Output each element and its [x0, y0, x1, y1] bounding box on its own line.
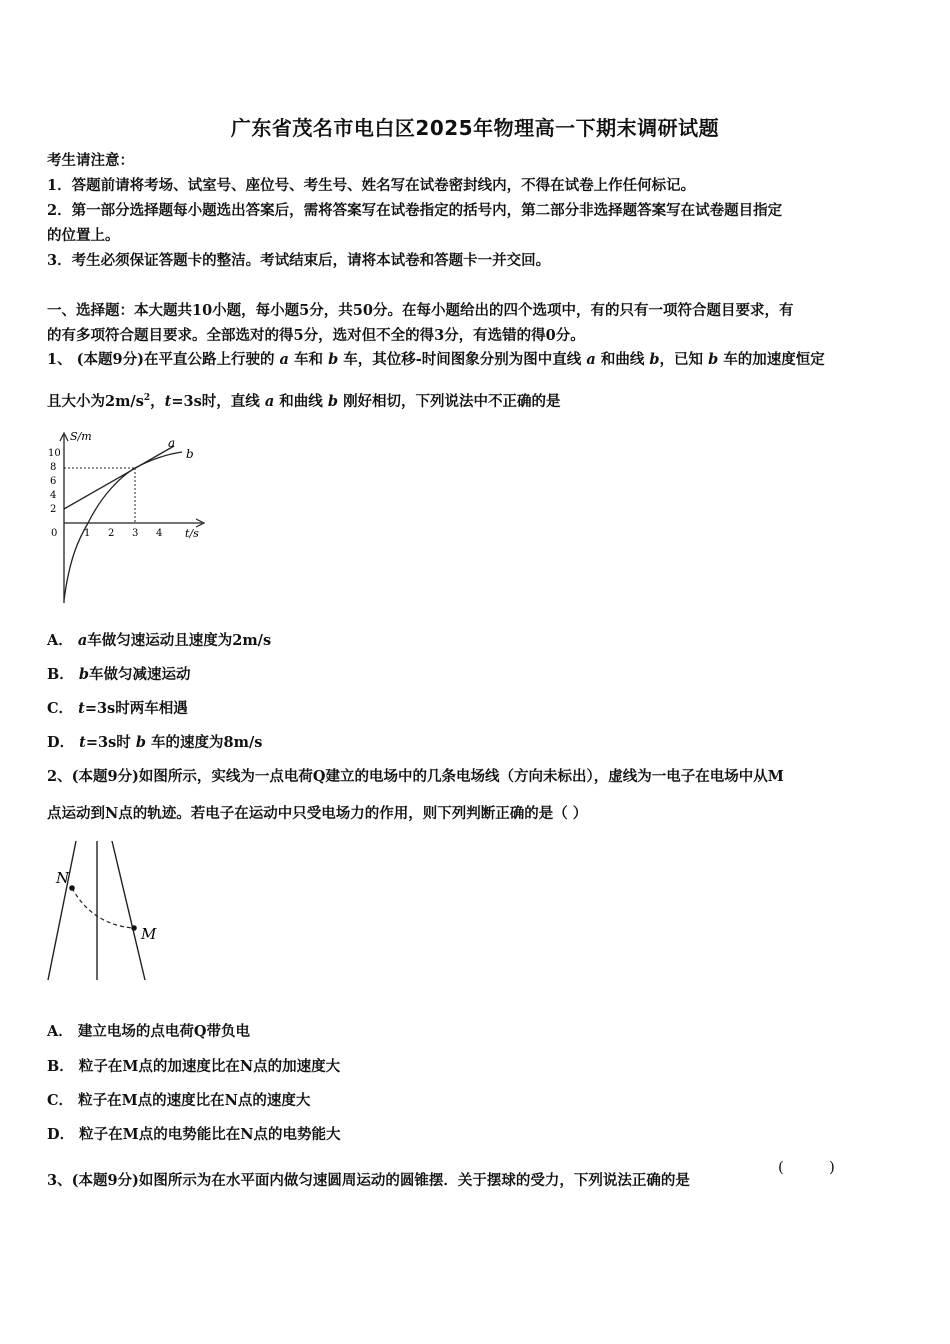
q2-option-a[interactable] — [47, 1022, 250, 1042]
q1-curve-label-a: a — [168, 436, 176, 450]
q1-option-d-text: =3s时 — [85, 734, 131, 751]
q1-line2-d: 和曲线 — [279, 392, 323, 410]
q2-point-m — [131, 925, 137, 931]
q3-line1: 3、(本题9分)如图所示为在水平面内做匀速圆周运动的圆锥摆．关于摆球的受力，下列说法正确的是 — [47, 1172, 690, 1189]
notice-heading: 考生请注意： — [47, 152, 134, 169]
q1-x-tick-2: 2 — [108, 528, 115, 539]
q1-option-c-text: =3s时两车相遇 — [84, 700, 188, 717]
q1-y-tick-6: 6 — [50, 476, 57, 487]
q1-option-d[interactable] — [47, 733, 262, 753]
q1-option-b[interactable] — [47, 665, 190, 685]
q1-var-b4: b — [327, 392, 338, 410]
q1-x-axis-label: t/s — [185, 527, 199, 540]
section1-line1: 一、选择题：本大题共10小题，每小题5分，共50分。在每小题给出的四个选项中，有的只有一项符合题目要求，有 — [47, 302, 794, 319]
q1-option-d-key: D． — [47, 734, 75, 751]
q1-option-a-key: A． — [47, 632, 73, 649]
notice-item-1: 1．答题前请将考场、试室号、座位号、考生号、姓名写在试卷密封线内，不得在试卷上作任何标记。 — [47, 177, 696, 194]
q1-option-c-key: C． — [47, 700, 74, 717]
q2-option-c-key: C． — [47, 1092, 74, 1109]
q1-line2-c: =3s时，直线 — [171, 392, 260, 410]
q1-var-b: b — [328, 351, 339, 368]
q1-text-f: 车的加速度恒定 — [723, 351, 825, 368]
q1-y-tick-10: 10 — [48, 448, 61, 459]
q1-option-b-text: 车做匀减速运动 — [88, 666, 191, 683]
q1-line2 — [47, 388, 907, 412]
q2-point-n — [69, 885, 75, 891]
q2-option-a-text: 建立电场的点电荷Q带负电 — [77, 1023, 250, 1040]
q1-line2-b: ， — [150, 392, 165, 410]
q1-var-b3: b — [708, 351, 719, 368]
q1-line1 — [47, 350, 907, 370]
q2-field-line-left — [48, 841, 76, 980]
q1-st-graph — [40, 425, 220, 610]
q1-x-tick-3: 3 — [132, 528, 139, 539]
q1-curve-label-b: b — [186, 447, 194, 461]
q1-line2-a: 且大小为2m/s — [47, 392, 144, 410]
q3-paren-open: ( — [778, 1158, 784, 1176]
section1-line2: 的有多项符合题目要求。全部选对的得5分，选对但不全的得3分，有选错的得0分。 — [47, 327, 585, 344]
q1-line-a — [64, 446, 174, 509]
notice-item-2: 2．第一部分选择题每小题选出答案后，需将答案写在试卷指定的括号内，第二部分非选择题答案写在试卷题目指定 — [47, 202, 783, 219]
q1-option-a-var: a — [77, 632, 88, 649]
q1-option-d-var: t — [79, 734, 86, 751]
q1-option-b-var: b — [78, 666, 89, 683]
q1-x-tick-0: 0 — [51, 528, 58, 539]
q2-line1: 2、(本题9分)如图所示，实线为一点电荷Q建立的电场中的几条电场线（方向未标出），虚线为一电子在电场中从M — [47, 768, 784, 785]
q1-y-axis-label: S/m — [70, 430, 92, 443]
q1-y-tick-2: 2 — [50, 504, 57, 515]
q1-x-tick-4: 4 — [156, 528, 163, 539]
q2-option-b[interactable] — [47, 1057, 340, 1077]
exam-title: 广东省茂名市电白区2025年物理高一下期末调研试题 — [230, 116, 720, 140]
q2-label-n: N — [56, 869, 70, 887]
q1-text-b: 车和 — [294, 351, 323, 368]
q1-option-a-text: 车做匀速运动且速度为2m/s — [87, 632, 272, 649]
q2-option-a-key: A． — [47, 1023, 73, 1040]
q3-paren-close: ) — [829, 1158, 835, 1176]
q1-option-d-text2: 车的速度为8m/s — [151, 734, 263, 751]
q1-option-c-var: t — [78, 700, 85, 717]
q1-curve-b — [64, 452, 182, 600]
q2-option-d[interactable] — [47, 1125, 340, 1145]
q2-label-m: M — [141, 925, 157, 943]
q1-score: (本题9分) — [76, 351, 144, 368]
q1-var-a3: a — [264, 392, 275, 410]
q1-line2-sup: 2 — [143, 393, 151, 403]
q1-var-t: t — [164, 392, 172, 410]
q1-num: 1、 — [47, 351, 72, 368]
notice-item-3: 3．考生必须保证答题卡的整洁。考试结束后，请将本试卷和答题卡一并交回。 — [47, 252, 551, 269]
notice-item-2-cont: 的位置上。 — [47, 227, 120, 244]
q1-text-a: 在平直公路上行驶的 — [143, 351, 275, 368]
q1-var-b2: b — [649, 351, 660, 368]
q2-option-d-text: 粒子在M点的电势能比在N点的电势能大 — [79, 1126, 341, 1143]
q2-option-b-key: B． — [47, 1058, 74, 1075]
q2-option-b-text: 粒子在M点的加速度比在N点的加速度大 — [78, 1058, 341, 1075]
q1-option-b-key: B． — [47, 666, 74, 683]
q2-option-d-key: D． — [47, 1126, 75, 1143]
q1-text-d: 和曲线 — [600, 351, 645, 368]
q1-text-c: 车，其位移-时间图象分别为图中直线 — [343, 351, 582, 368]
q2-line2: 点运动到N点的轨迹。若电子在运动中只受电场力的作用，则下列判断正确的是（ ） — [47, 805, 588, 822]
q2-field-figure — [44, 838, 174, 988]
q1-y-tick-4: 4 — [50, 490, 57, 501]
q1-option-d-var2: b — [135, 734, 146, 751]
q1-line2-e: 刚好相切，下列说法中不正确的是 — [343, 392, 561, 410]
q1-option-c[interactable] — [47, 699, 188, 719]
q1-y-tick-8: 8 — [50, 462, 57, 473]
q1-x-tick-1: 1 — [84, 528, 91, 539]
q1-var-a: a — [279, 351, 289, 368]
q2-option-c[interactable] — [47, 1091, 310, 1111]
q1-var-a2: a — [586, 351, 596, 368]
q1-text-e: ，已知 — [659, 351, 704, 368]
q1-option-a[interactable] — [47, 631, 271, 651]
q2-field-line-right — [112, 841, 145, 980]
q2-option-c-text: 粒子在M点的速度比在N点的速度大 — [78, 1092, 311, 1109]
